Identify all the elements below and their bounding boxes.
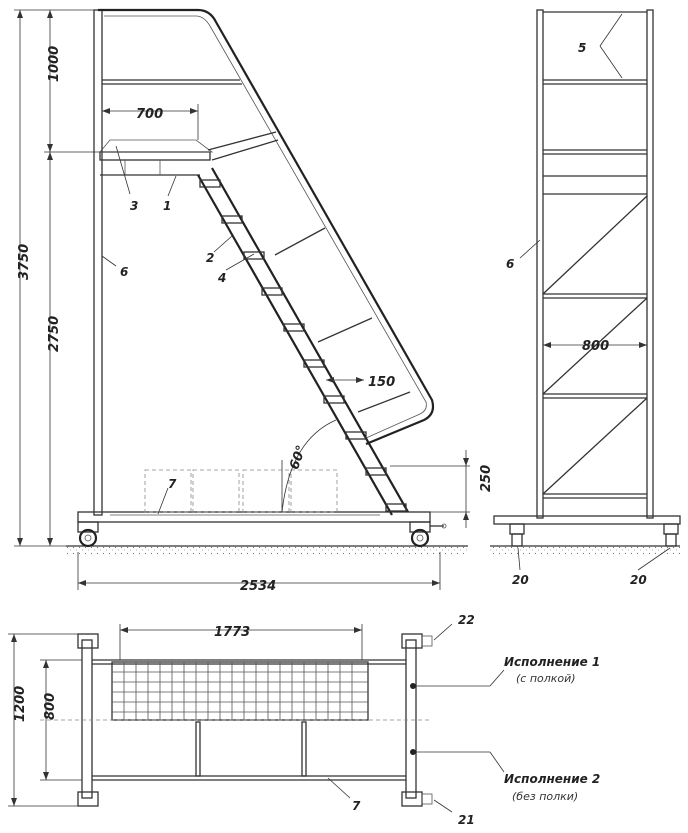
wheel-rear <box>78 522 98 546</box>
platform <box>100 152 210 160</box>
ground-hatch <box>66 546 468 555</box>
callout-3: 3 <box>130 199 139 213</box>
wheel-front <box>410 522 446 546</box>
variant-2-subtitle: (без полки) <box>512 790 579 803</box>
callout-2: 2 <box>206 251 215 265</box>
callout-21: 21 <box>458 813 475 827</box>
variant-2-title: Исполнение 2 <box>504 772 601 786</box>
dim-1200: 1200 <box>13 685 28 722</box>
variant-1-subtitle: (с полкой) <box>516 672 576 685</box>
base-frame <box>78 512 430 522</box>
dim-700: 700 <box>136 107 164 122</box>
callout-6-front: 6 <box>506 257 515 271</box>
dim-2534: 2534 <box>240 579 277 594</box>
callout-20-left: 20 <box>512 573 529 587</box>
dim-angle: 60° <box>287 443 310 472</box>
dim-250: 250 <box>479 464 494 492</box>
dim-1773: 1773 <box>214 625 251 640</box>
callout-22: 22 <box>458 613 475 627</box>
dim-1000: 1000 <box>47 45 62 82</box>
variant-1-title: Исполнение 1 <box>504 655 601 669</box>
callout-20-right: 20 <box>630 573 647 587</box>
rear-post <box>94 10 102 515</box>
dim-800-front: 800 <box>582 339 610 354</box>
callout-7-side: 7 <box>168 477 177 491</box>
plan-view <box>8 624 504 812</box>
callout-4: 4 <box>218 271 227 285</box>
dim-800-plan: 800 <box>43 692 58 720</box>
dim-150: 150 <box>368 375 396 390</box>
callout-1: 1 <box>163 199 172 213</box>
dim-2750: 2750 <box>47 315 62 352</box>
callout-7-plan: 7 <box>352 799 361 813</box>
callout-5: 5 <box>578 41 587 55</box>
dim-3750: 3750 <box>17 243 32 280</box>
shelf-mesh <box>112 662 368 720</box>
front-view <box>490 10 680 570</box>
callout-6-side: 6 <box>120 265 129 279</box>
side-view <box>14 10 470 590</box>
